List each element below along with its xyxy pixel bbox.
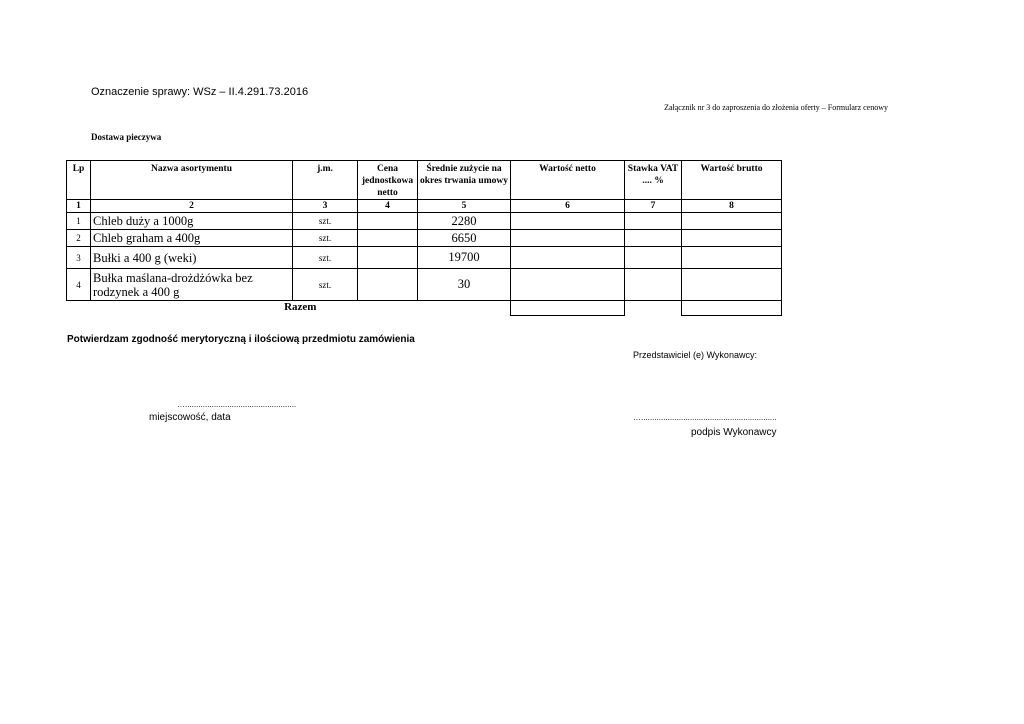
total-row — [67, 301, 782, 316]
total-label: Razem — [91, 301, 511, 316]
empty-cell — [625, 301, 682, 316]
gross-value-cell — [682, 269, 782, 301]
column-header: Nazwa asortymentu — [91, 161, 293, 200]
item-name: Bułka maślana-drożdżówka bez rodzynek a 400 g — [91, 269, 293, 301]
row-number: 2 — [67, 230, 91, 247]
item-quantity: 6650 — [418, 230, 511, 247]
total-gross-value-cell — [682, 301, 782, 316]
column-number: 1 — [67, 200, 91, 213]
column-number-row — [67, 200, 782, 213]
unit-price-cell — [358, 247, 418, 269]
column-header: j.m. — [293, 161, 358, 200]
column-header: Wartość netto — [511, 161, 625, 200]
table-header-row — [67, 161, 782, 200]
item-name: Bułki a 400 g (weki) — [91, 247, 293, 269]
net-value-cell — [511, 213, 625, 230]
table-row — [67, 213, 782, 230]
unit-price-cell — [358, 230, 418, 247]
column-number: 5 — [418, 200, 511, 213]
confirmation-statement: Potwierdzam zgodność merytoryczną i ilościową przedmiotu zamówienia — [67, 334, 415, 345]
column-header: Lp — [67, 161, 91, 200]
item-name: Chleb graham a 400g — [91, 230, 293, 247]
row-number: 4 — [67, 269, 91, 301]
place-date-line: ….................................................. — [177, 400, 297, 409]
column-number: 2 — [91, 200, 293, 213]
signature-line: …............................................................. — [633, 413, 777, 422]
vat-rate-cell — [625, 213, 682, 230]
column-number: 8 — [682, 200, 782, 213]
net-value-cell — [511, 269, 625, 301]
column-number: 6 — [511, 200, 625, 213]
case-reference: Oznaczenie sprawy: WSz – II.4.291.73.2016 — [91, 86, 309, 98]
table-row — [67, 247, 782, 269]
signature-label: podpis Wykonawcy — [691, 427, 777, 438]
row-number: 3 — [67, 247, 91, 269]
item-quantity: 2280 — [418, 213, 511, 230]
vat-rate-cell — [625, 269, 682, 301]
gross-value-cell — [682, 247, 782, 269]
table-row — [67, 230, 782, 247]
representative-label: Przedstawiciel (e) Wykonawcy: — [633, 350, 757, 360]
unit-price-cell — [358, 269, 418, 301]
table-row — [67, 269, 782, 301]
item-unit: szt. — [293, 230, 358, 247]
empty-cell — [67, 301, 91, 316]
item-unit: szt. — [293, 269, 358, 301]
column-number: 3 — [293, 200, 358, 213]
item-quantity: 19700 — [418, 247, 511, 269]
item-unit: szt. — [293, 213, 358, 230]
vat-rate-cell — [625, 230, 682, 247]
vat-rate-cell — [625, 247, 682, 269]
unit-price-cell — [358, 213, 418, 230]
column-header: Cena jednostkowa netto — [358, 161, 418, 200]
row-number: 1 — [67, 213, 91, 230]
place-date-label: miejscowość, data — [149, 412, 231, 423]
item-quantity: 30 — [418, 269, 511, 301]
item-name: Chleb duży a 1000g — [91, 213, 293, 230]
column-number: 4 — [358, 200, 418, 213]
price-form-table — [66, 160, 782, 316]
column-header: Stawka VAT .... % — [625, 161, 682, 200]
net-value-cell — [511, 247, 625, 269]
column-number: 7 — [625, 200, 682, 213]
gross-value-cell — [682, 230, 782, 247]
column-header: Średnie zużycie na okres trwania umowy — [418, 161, 511, 200]
total-net-value-cell — [511, 301, 625, 316]
net-value-cell — [511, 230, 625, 247]
document-subject: Dostawa pieczywa — [91, 132, 162, 142]
attachment-note: Załącznik nr 3 do zaproszenia do złożenia oferty – Formularz cenowy — [664, 103, 888, 112]
item-unit: szt. — [293, 247, 358, 269]
column-header: Wartość brutto — [682, 161, 782, 200]
gross-value-cell — [682, 213, 782, 230]
